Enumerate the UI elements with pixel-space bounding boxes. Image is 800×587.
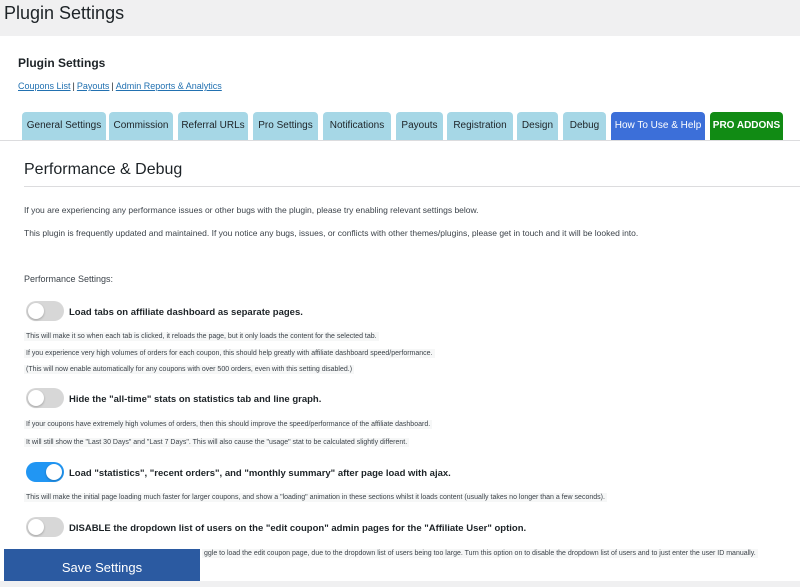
toggle-knob — [28, 303, 44, 319]
separate-pages-label: Load tabs on affiliate dashboard as separate pages. — [69, 307, 303, 318]
top-bar — [0, 0, 800, 36]
link-separator: | — [72, 81, 75, 91]
tab-pro-settings[interactable]: Pro Settings — [253, 112, 318, 140]
separate-pages-note-2: If you experience very high volumes of orders for each coupon, this should help greatly with affiliate dashboard speed/performance. — [26, 350, 433, 357]
hide-all-time-toggle[interactable] — [26, 388, 64, 408]
debug-panel — [0, 141, 800, 581]
tab-debug[interactable]: Debug — [563, 112, 606, 140]
toggle-knob — [28, 390, 44, 406]
hide-all-time-note-1: If your coupons have extremely high volumes of orders, then this should improve the speed/performance of the affiliate dashboard. — [26, 421, 431, 428]
link-separator: | — [111, 81, 114, 91]
admin-reports-link[interactable]: Admin Reports & Analytics — [115, 81, 222, 91]
tab-registration[interactable]: Registration — [447, 112, 513, 140]
tab-referral-urls[interactable]: Referral URLs — [178, 112, 248, 140]
hide-all-time-label: Hide the "all-time" stats on statistics tab and line graph. — [69, 394, 322, 405]
toggle-knob — [46, 464, 62, 480]
separate-pages-toggle[interactable] — [26, 301, 64, 321]
hide-all-time-note-2: It will still show the "Last 30 Days" and "Last 7 Days". This will also cause the "usage" stat to be calculated slightly different. — [26, 439, 408, 446]
performance-settings-label: Performance Settings: — [24, 274, 114, 284]
intro-text-1: If you are experiencing any performance issues or other bugs with the plugin, please try enabling relevant settings below. — [24, 205, 479, 215]
quick-links — [18, 81, 222, 91]
save-settings-button[interactable]: Save Settings — [4, 549, 200, 581]
ajax-load-toggle[interactable] — [26, 462, 64, 482]
tab-pro-addons[interactable]: PRO ADDONS — [710, 112, 783, 140]
tab-notifications[interactable]: Notifications — [323, 112, 391, 140]
panel-title: Performance & Debug — [24, 161, 183, 178]
ajax-load-label: Load "statistics", "recent orders", and "monthly summary" after page load with ajax. — [69, 468, 451, 479]
tab-how-to-use[interactable]: How To Use & Help — [611, 112, 705, 140]
settings-wrap — [0, 36, 800, 581]
app-title: Plugin Settings — [4, 3, 125, 23]
title-divider — [24, 186, 800, 187]
toggle-knob — [28, 519, 44, 535]
tab-general-settings[interactable]: General Settings — [22, 112, 106, 140]
tab-design[interactable]: Design — [517, 112, 558, 140]
intro-text-2: This plugin is frequently updated and maintained. If you notice any bugs, issues, or conflicts with other themes/plugins, please get in touch and it will be looked into. — [24, 228, 639, 238]
page-heading: Plugin Settings — [18, 56, 106, 70]
coupons-list-link[interactable]: Coupons List — [18, 81, 71, 91]
tab-payouts[interactable]: Payouts — [396, 112, 443, 140]
disable-dropdown-label: DISABLE the dropdown list of users on the "edit coupon" admin pages for the "Affiliate User" option. — [69, 523, 527, 534]
ajax-load-note-1: This will make the initial page loading much faster for larger coupons, and show a "loading" animation in these sections whilst it loads content (usually takes no longer than a few seconds). — [26, 494, 605, 501]
separate-pages-note-3: (This will now enable automatically for any coupons with over 500 orders, even with this setting disabled.) — [26, 366, 353, 373]
tab-commission[interactable]: Commission — [109, 112, 173, 140]
separate-pages-note-1: This will make it so when each tab is clicked, it reloads the page, but it only loads the content for the selected tab. — [26, 333, 377, 340]
payouts-link[interactable]: Payouts — [76, 81, 110, 91]
disable-dropdown-toggle[interactable] — [26, 517, 64, 537]
disable-dropdown-note-1: ggle to load the edit coupon page, due to the dropdown list of users being too large. Turn this option on to disable the dropdown list of users and to just enter the user ID manually. — [204, 550, 756, 557]
